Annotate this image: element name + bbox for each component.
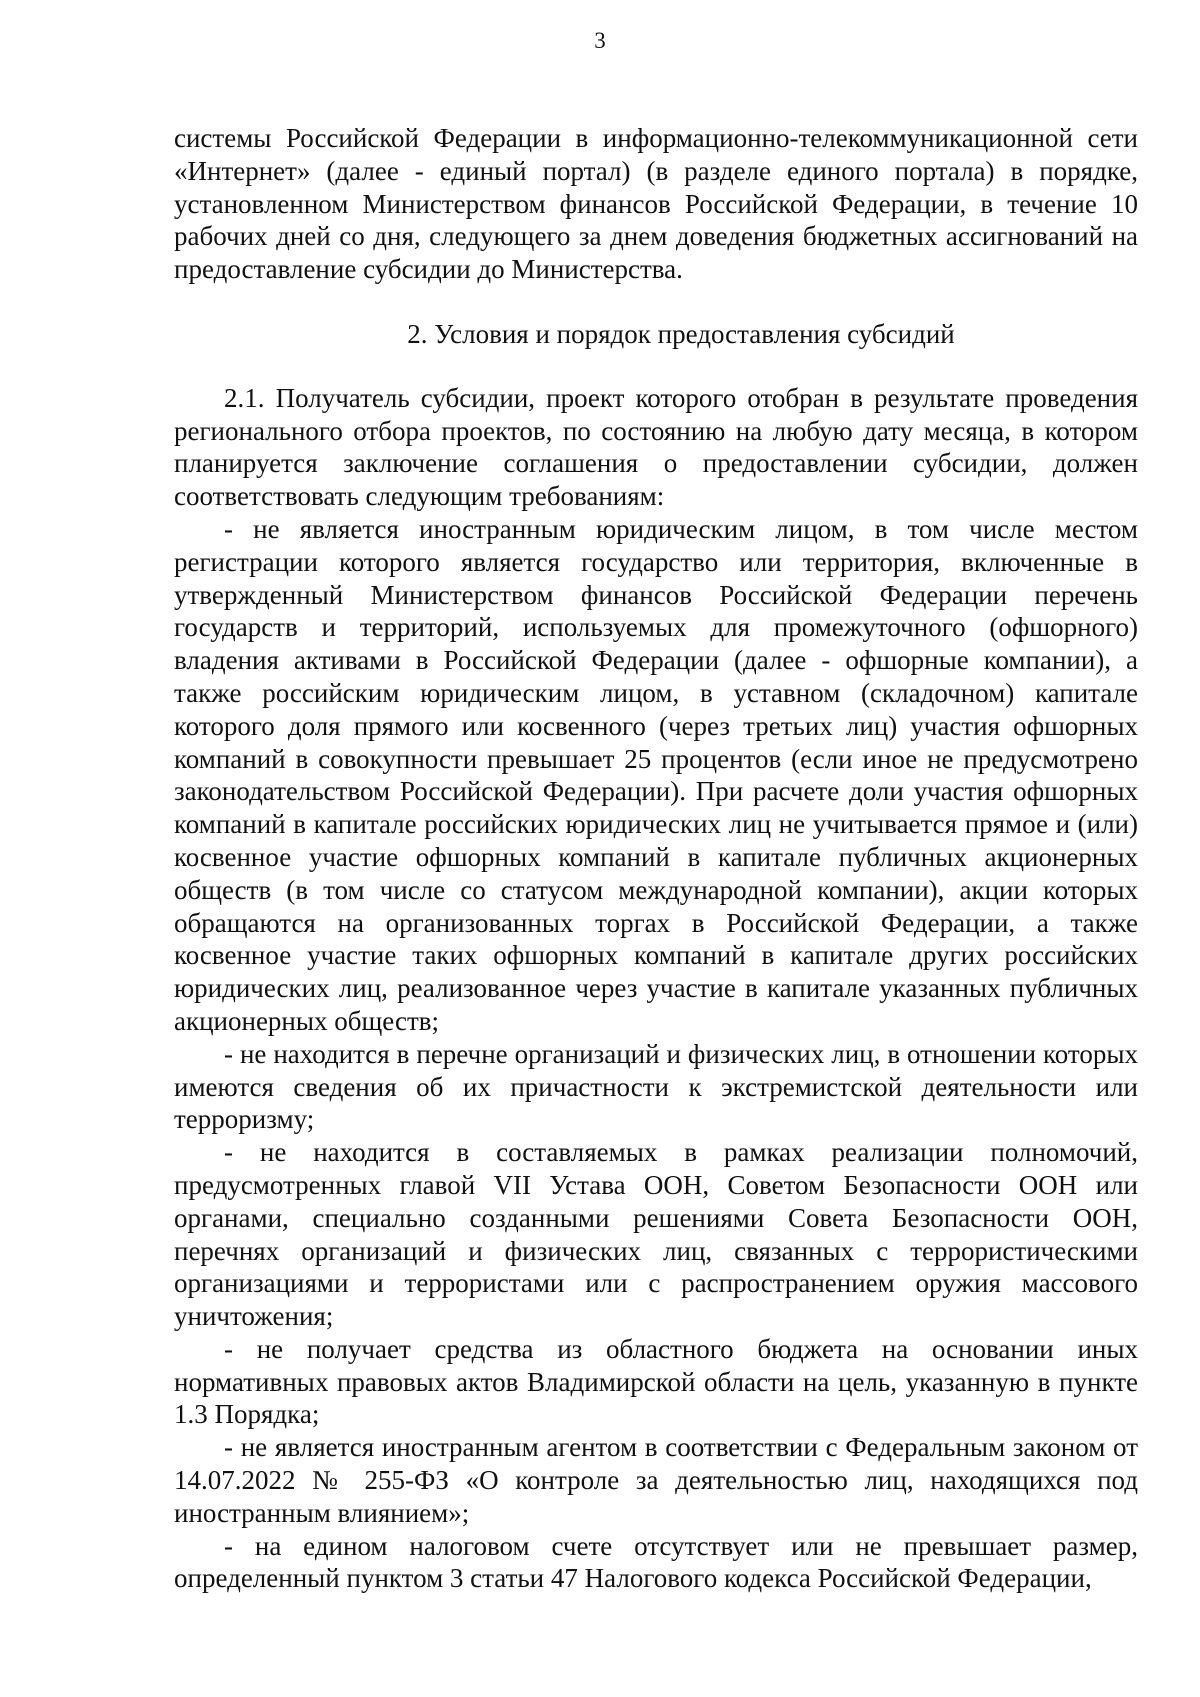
intro-paragraph: системы Российской Федерации в информационно-телекоммуникационной сети «Интернет» (далее - единый портал) (в разделе единого портала) в порядке, установленном Министерством финансов Российской Федерации, в течение 10 рабочих дней со дня, следующего за днем доведения бюджетных ассигнований на предоставление субсидии до Министерства.	[174, 123, 1138, 285]
document-body	[174, 122, 1138, 1595]
section-heading: 2. Условия и порядок предоставления субсидий	[407, 318, 955, 349]
page-number: 3	[594, 28, 606, 53]
requirement-item-offshore: - не является иностранным юридическим лицом, в том числе местом регистрации которого является государство или территория, включенные в утвержденный Министерством финансов Российской Федерации перечень государств и территорий, используемых для промежуточного (офшорного) владения активами в Российской Федерации (далее - офшорные компании), а также российским юридическим лицом, в уставном (складочном) капитале которого доля прямого или косвенного (через третьих лиц) участия офшорных компаний в совокупности превышает 25 процентов (если иное не предусмотрено законодательством Российской Федерации). При расчете доли участия офшорных компаний в капитале российских юридических лиц не учитывается прямое и (или) косвенное участие офшорных компаний в капитале публичных акционерных обществ (в том числе со статусом международной компании), акции которых обращаются на организованных торгах в Российской Федерации, а также косвенное участие таких офшорных компаний в капитале других российских юридических лиц, реализованное через участие в капитале указанных публичных акционерных обществ;	[174, 513, 1138, 1036]
requirement-item-tax-account: - на едином налоговом счете отсутствует или не превышает размер, определенный пунктом 3 статьи 47 Налогового кодекса Российской Федерации,	[174, 1530, 1138, 1594]
requirement-item-regional-budget: - не получает средства из областного бюджета на основании иных нормативных правовых актов Владимирской области на цель, указанную в пункте 1.3 Порядка;	[174, 1333, 1138, 1430]
requirement-item-un-lists: - не находится в составляемых в рамках реализации полномочий, предусмотренных главой VII Устава ООН, Советом Безопасности ООН или органами, специально созданными решениями Совета Безопасности ООН, перечнях организаций и физических лиц, связанных с террористическими организациями и террористами или с распространением оружия массового уничтожения;	[174, 1137, 1138, 1332]
paragraph-2-1: 2.1. Получатель субсидии, проект которого отобран в результате проведения регионального отбора проектов, по состоянию на любую дату месяца, в котором планируется заключение соглашения о предоставлении субсидии, должен соответствовать следующим требованиям:	[174, 382, 1138, 512]
requirement-item-foreign-agent: - не является иностранным агентом в соответствии с Федеральным законом от 14.07.2022 № 255-ФЗ «О контроле за деятельностью лиц, находящихся под иностранным влиянием»;	[174, 1432, 1138, 1528]
requirement-item-extremism: - не находится в перечне организаций и физических лиц, в отношении которых имеются сведения об их причастности к экстремистской деятельности или терроризму;	[174, 1038, 1138, 1135]
